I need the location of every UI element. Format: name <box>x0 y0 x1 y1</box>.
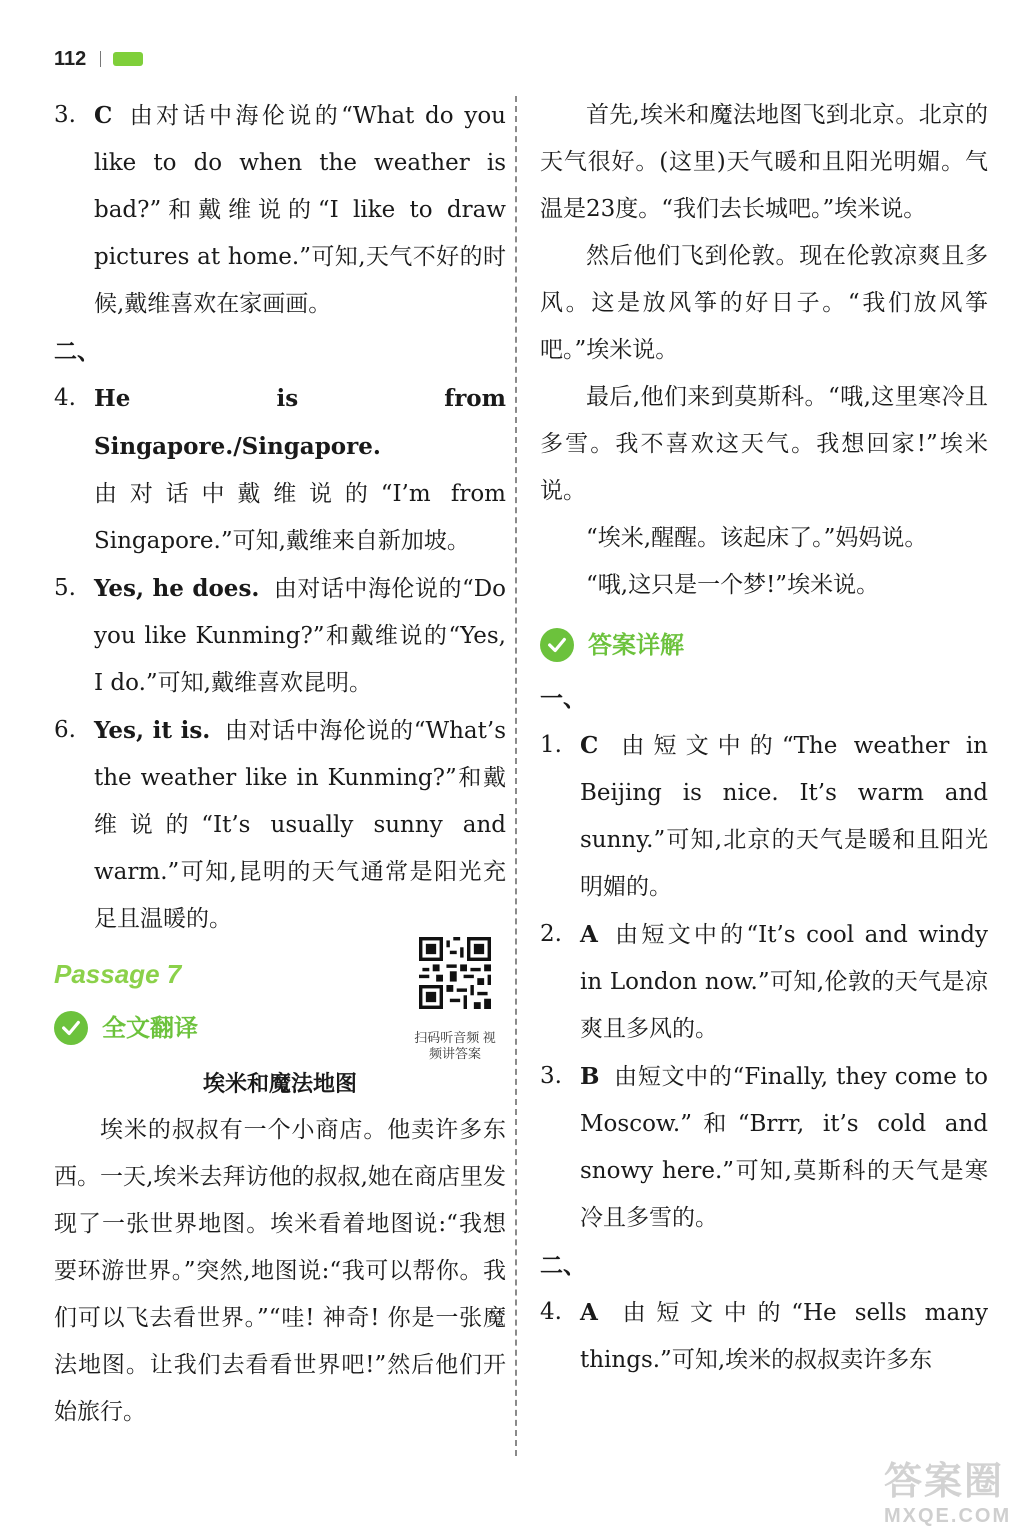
section-heading-2: 二、 <box>540 1252 586 1279</box>
header-separator <box>100 51 101 67</box>
answer-key: C <box>94 102 113 129</box>
right-column <box>540 92 988 1384</box>
qr-code-icon[interactable] <box>419 937 491 1009</box>
watermark-url: MXQE.COM <box>884 1505 1012 1527</box>
explanation-text: 由短文中的“The weather in Beijing is nice. It’s warm and sunny.”可知,北京的天气是暖和且阳光明媚的。 <box>580 733 988 900</box>
explanation-text: 由对话中海伦说的“Do you like Kunming?”和戴维说的“Yes, I do.”可知,戴维喜欢昆明。 <box>94 576 506 696</box>
answer-key: Yes, he does. <box>94 575 260 602</box>
page-number: 112 <box>54 47 87 70</box>
story-paragraph-5: “埃米,醒醒。该起床了。”妈妈说。 <box>586 525 928 551</box>
header-tag <box>113 52 143 66</box>
explanation-text: 由对话中海伦说的“What’s the weather like in Kunming?”和戴维说的“It’s usually sunny and warm.”可知,昆明的天气通常是阳光充足且温暖的。 <box>94 718 506 932</box>
watermark <box>884 1450 1014 1530</box>
column-divider <box>515 96 517 1456</box>
translation-label: 全文翻译 <box>102 1014 198 1042</box>
section-heading-1: 一、 <box>540 685 586 712</box>
qr-caption: 扫码听音频 视频讲答案 <box>414 1030 496 1061</box>
story-paragraph-2: 首先,埃米和魔法地图飞到北京。北京的天气很好。(这里)天气暖和且阳光明媚。气温是23度。“我们去长城吧。”埃米说。 <box>540 102 988 222</box>
item-number: 1. <box>540 732 562 758</box>
check-icon <box>540 628 574 662</box>
answer-item-6 <box>54 707 506 943</box>
passage-title: Passage 7 <box>54 959 182 989</box>
answer-item-3 <box>540 1053 988 1242</box>
answer-item-5 <box>54 565 506 707</box>
check-icon <box>54 1011 88 1045</box>
answer-item-3 <box>54 92 506 328</box>
answer-key: C <box>580 732 599 759</box>
explanation-text: 由对话中戴维说的“I’m from Singapore.”可知,戴维来自新加坡。 <box>94 481 506 554</box>
answer-key: A <box>580 1299 598 1326</box>
explain-label: 答案详解 <box>588 631 684 659</box>
item-number: 4. <box>54 385 76 411</box>
answer-item-2 <box>540 911 988 1053</box>
passage-block <box>54 951 506 1436</box>
answer-key: B <box>580 1063 600 1090</box>
story-title: 埃米和魔法地图 <box>202 1071 357 1096</box>
answer-item-4 <box>54 375 506 565</box>
item-number: 2. <box>540 921 562 947</box>
answer-key: Yes, it is. <box>94 717 211 744</box>
answer-item-4 <box>540 1289 988 1384</box>
explanation-text: 由短文中的“He sells many things.”可知,埃米的叔叔卖许多东 <box>580 1300 988 1373</box>
item-number: 6. <box>54 717 76 743</box>
section-heading-2: 二、 <box>54 338 100 365</box>
left-column <box>54 92 506 1436</box>
story-paragraph-4: 最后,他们来到莫斯科。“哦,这里寒冷且多雪。我不喜欢这天气。我想回家!”埃米说。 <box>540 384 988 504</box>
item-number: 5. <box>54 575 76 601</box>
story-paragraph-6: “哦,这只是一个梦!”埃米说。 <box>586 572 880 598</box>
explanation-text: 由短文中的“It’s cool and windy in London now.”可知,伦敦的天气是凉爽且多风的。 <box>580 922 988 1042</box>
explanation-text: 由短文中的“Finally, they come to Moscow.”和“Brrr, it’s cold and snowy here.”可知,莫斯科的天气是寒冷且多雪的。 <box>580 1064 988 1231</box>
explain-label-row <box>540 615 988 675</box>
item-number: 4. <box>540 1299 562 1325</box>
item-number: 3. <box>54 102 76 128</box>
answer-item-1 <box>540 722 988 911</box>
story-paragraph-1: 埃米的叔叔有一个小商店。他卖许多东西。一天,埃米去拜访他的叔叔,她在商店里发现了一张世界地图。埃米看着地图说:“我想要环游世界。”突然,地图说:“我可以帮你。我们可以飞去看世界。”“哇! 神奇! 你是一张魔法地图。让我们去看看世界吧!”然后他们开始旅行。 <box>54 1117 506 1425</box>
story-paragraph-3: 然后他们飞到伦敦。现在伦敦凉爽且多风。这是放风筝的好日子。“我们放风筝吧。”埃米说。 <box>540 243 988 363</box>
qr-code-block[interactable] <box>410 937 500 1062</box>
explanation-text: 由对话中海伦说的“What do you like to do when the weather is bad?”和戴维说的“I like to draw pictures at home.”可知,天气不好的时候,戴维喜欢在家画画。 <box>94 103 506 317</box>
item-number: 3. <box>540 1063 562 1089</box>
answer-key: He is from Singapore./Singapore. <box>94 385 506 460</box>
page-header <box>54 44 143 74</box>
answer-key: A <box>580 921 598 948</box>
watermark-text: 答案圈 <box>884 1461 1005 1503</box>
